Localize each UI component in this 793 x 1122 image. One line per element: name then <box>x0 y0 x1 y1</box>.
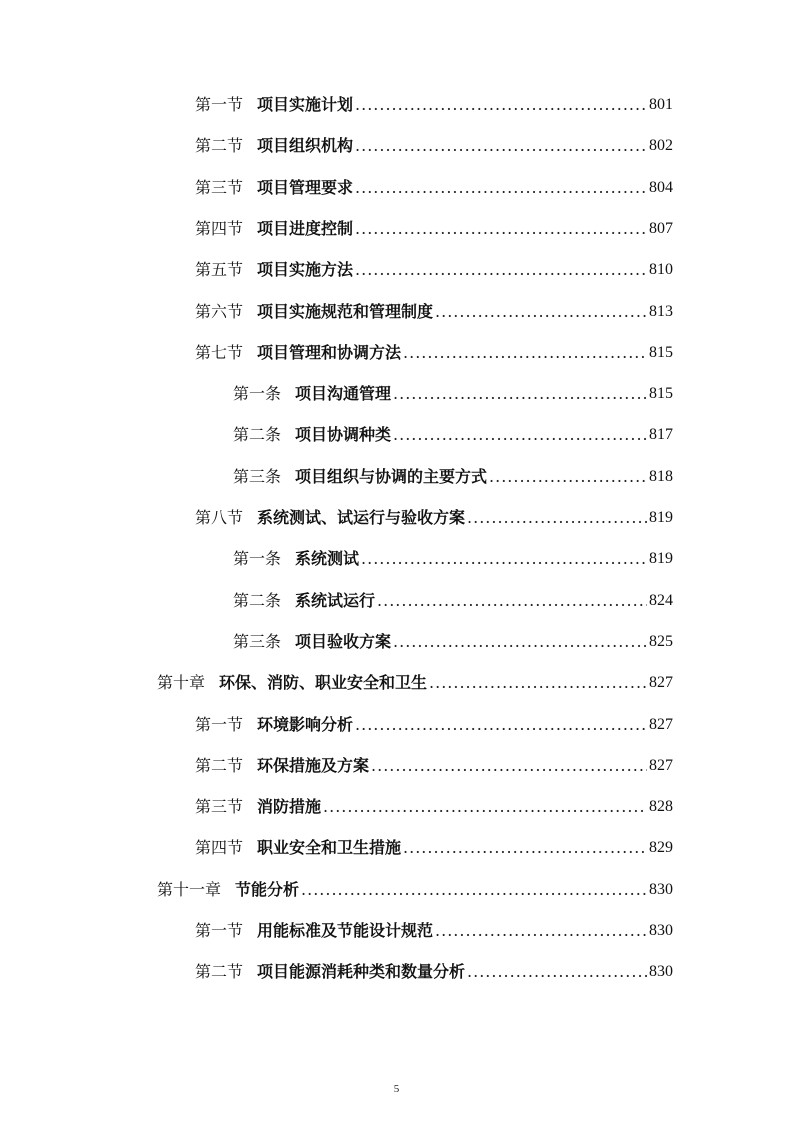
toc-dot-leader <box>355 131 647 161</box>
page-number: 5 <box>393 1083 400 1095</box>
toc-entry-title: 环保、消防、职业安全和卫生 <box>219 673 428 693</box>
toc-entry-number: 第七节 <box>195 342 244 362</box>
toc-dot-leader <box>377 586 647 616</box>
toc-entry-number: 第二节 <box>195 136 244 156</box>
toc-entry[interactable] <box>195 503 673 533</box>
toc-entry-title: 项目能源消耗种类和数量分析 <box>257 962 466 982</box>
toc-entry-page: 817 <box>649 426 673 444</box>
toc-dot-leader <box>355 710 647 740</box>
toc-entry-number: 第五节 <box>195 260 244 280</box>
toc-entry[interactable] <box>195 255 673 285</box>
toc-entry-page: 815 <box>649 343 673 361</box>
toc-entry-number: 第一节 <box>195 921 244 940</box>
toc-entry-title: 环保措施及方案 <box>257 755 370 775</box>
toc-entry[interactable] <box>195 916 673 946</box>
toc-entry-number: 第十章 <box>157 673 206 693</box>
toc-entry-page: 829 <box>649 839 673 857</box>
toc-entry-number: 第二节 <box>195 962 244 982</box>
toc-entry[interactable] <box>157 875 673 905</box>
toc-entry-title: 项目管理要求 <box>257 177 354 197</box>
toc-entry-title: 系统试运行 <box>295 590 376 610</box>
toc-entry-title: 项目组织与协调的主要方式 <box>295 466 488 486</box>
toc-entry-title: 系统测试 <box>295 549 360 569</box>
toc-entry-page: 810 <box>649 261 673 279</box>
toc-entry[interactable] <box>195 173 673 203</box>
toc-entry[interactable] <box>195 90 673 120</box>
toc-entry[interactable] <box>195 751 673 781</box>
toc-entry-title: 项目实施方法 <box>257 260 354 280</box>
toc-entry-page: 801 <box>649 96 673 113</box>
toc-dot-leader <box>355 255 647 285</box>
toc-dot-leader <box>489 462 647 492</box>
toc-dot-leader <box>435 297 647 327</box>
toc-dot-leader <box>323 792 647 822</box>
toc-entry-number: 第三节 <box>195 797 244 817</box>
toc-dot-leader <box>301 875 647 905</box>
toc-entry-page: 804 <box>649 178 673 196</box>
toc-entry-title: 项目验收方案 <box>295 631 392 651</box>
toc-entry[interactable] <box>195 957 673 987</box>
toc-dot-leader <box>361 544 647 574</box>
toc-entry-number: 第一节 <box>195 95 244 114</box>
toc-dot-leader <box>467 957 647 987</box>
toc-entry-title: 项目管理和协调方法 <box>257 342 402 362</box>
toc-entry-page: 827 <box>649 715 673 733</box>
toc-entry-title: 项目实施规范和管理制度 <box>257 301 434 321</box>
toc-entry-page: 813 <box>649 302 673 320</box>
toc-entry-page: 827 <box>649 674 673 692</box>
toc-entry-page: 828 <box>649 798 673 816</box>
toc-entry-page: 824 <box>649 591 673 609</box>
toc-entry-title: 项目进度控制 <box>257 218 354 238</box>
toc-entry[interactable] <box>195 338 673 368</box>
toc-entry[interactable] <box>195 792 673 822</box>
toc-dot-leader <box>435 916 647 946</box>
toc-entry-page: 830 <box>649 880 673 898</box>
toc-entry[interactable] <box>233 379 673 409</box>
toc-dot-leader <box>393 420 647 450</box>
toc-entry[interactable] <box>233 586 673 616</box>
toc-entry[interactable] <box>195 214 673 244</box>
toc-entry-number: 第二节 <box>195 755 244 775</box>
toc-entry-number: 第三条 <box>233 631 282 651</box>
toc-entry-number: 第三条 <box>233 466 282 486</box>
toc-entry-title: 消防措施 <box>257 797 322 817</box>
toc-entry-title: 系统测试、试运行与验收方案 <box>257 508 466 527</box>
toc-entry-number: 第四节 <box>195 218 244 238</box>
toc-entry-number: 第二条 <box>233 590 282 610</box>
toc-dot-leader <box>429 668 647 698</box>
toc-entry[interactable] <box>195 710 673 740</box>
toc-entry[interactable] <box>233 627 673 657</box>
toc-entry[interactable] <box>195 297 673 327</box>
toc-entry-page: 825 <box>649 632 673 650</box>
toc-entry-title: 项目协调种类 <box>295 425 392 445</box>
toc-entry-page: 807 <box>649 219 673 237</box>
toc-entry-number: 第一条 <box>233 384 282 404</box>
toc-dot-leader <box>371 751 647 781</box>
toc-entry-number: 第一条 <box>233 549 282 569</box>
toc-entry-title: 项目实施计划 <box>257 95 354 114</box>
toc-entry-title: 项目沟通管理 <box>295 384 392 404</box>
toc-dot-leader <box>393 379 647 409</box>
toc-entry-title: 项目组织机构 <box>257 136 354 156</box>
toc-entry-page: 830 <box>649 963 673 981</box>
toc-dot-leader <box>403 833 647 863</box>
toc-entry-number: 第二条 <box>233 425 282 445</box>
toc-entry-number: 第一节 <box>195 714 244 734</box>
toc-entry-page: 830 <box>649 922 673 939</box>
toc-entry-page: 818 <box>649 467 673 485</box>
toc-entry-page: 819 <box>649 509 673 526</box>
toc-entry-number: 第四节 <box>195 838 244 858</box>
toc-entry-page: 827 <box>649 756 673 774</box>
toc-entry-page: 819 <box>649 550 673 568</box>
toc-entry-number: 第八节 <box>195 508 244 527</box>
toc-entry[interactable] <box>157 668 673 698</box>
toc-entry-page: 802 <box>649 137 673 155</box>
toc-entry-title: 用能标准及节能设计规范 <box>257 921 434 940</box>
toc-dot-leader <box>355 214 647 244</box>
toc-entry-title: 职业安全和卫生措施 <box>257 838 402 858</box>
toc-entry-title: 环境影响分析 <box>257 714 354 734</box>
toc-entry-page: 815 <box>649 385 673 403</box>
toc-dot-leader <box>467 503 647 533</box>
toc-dot-leader <box>393 627 647 657</box>
toc-entry[interactable] <box>233 462 673 492</box>
toc-dot-leader <box>403 338 647 368</box>
toc-entry[interactable] <box>195 833 673 863</box>
toc-dot-leader <box>355 173 647 203</box>
toc-entry[interactable] <box>233 420 673 450</box>
toc-entry[interactable] <box>195 131 673 161</box>
toc-entry-title: 节能分析 <box>235 879 300 899</box>
toc-entry-number: 第十一章 <box>157 879 222 899</box>
toc-dot-leader <box>355 90 647 120</box>
toc-entry-number: 第六节 <box>195 301 244 321</box>
toc-entry[interactable] <box>233 544 673 574</box>
toc-entry-number: 第三节 <box>195 177 244 197</box>
